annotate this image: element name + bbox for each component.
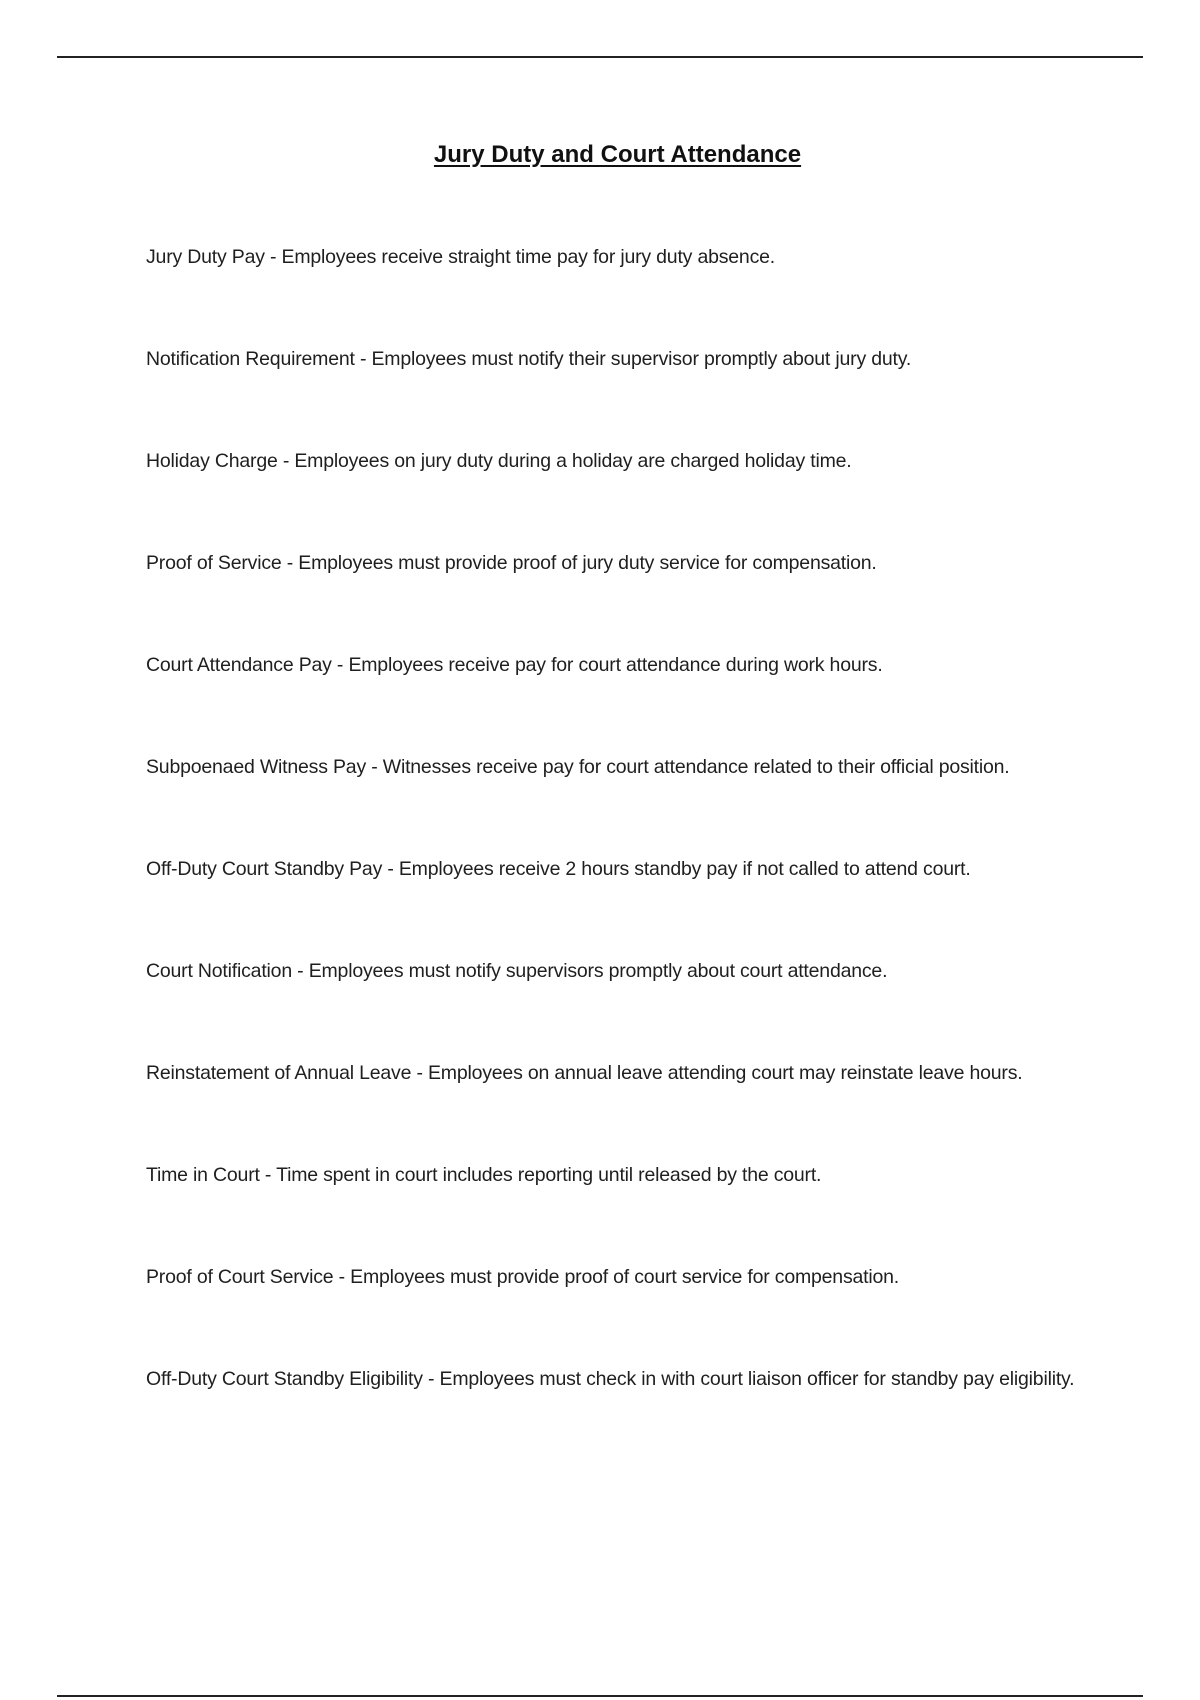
list-item: [146, 549, 1086, 578]
item-text: Employees receive 2 hours standby pay if not called to attend court.: [398, 858, 971, 880]
list-item: [146, 1365, 1086, 1394]
list-item: [146, 345, 1086, 374]
item-text: Employees must notify their supervisor promptly about jury duty.: [371, 348, 912, 370]
item-text: Employees must check in with court liaison officer for standby pay eligibility.: [439, 1368, 1075, 1390]
list-item: [146, 447, 1086, 476]
item-term: Proof of Service: [146, 552, 282, 574]
item-term: Off-Duty Court Standby Pay: [146, 858, 383, 880]
item-term: Court Attendance Pay: [146, 654, 332, 676]
item-text: Witnesses receive pay for court attendance related to their official position.: [382, 756, 1010, 778]
list-item: [146, 1161, 1086, 1190]
item-term: Notification Requirement: [146, 348, 355, 370]
item-text: Employees must notify supervisors promptly about court attendance.: [308, 960, 888, 982]
item-term: Holiday Charge: [146, 450, 278, 472]
list-item: [146, 243, 1086, 272]
item-term: Off-Duty Court Standby Eligibility: [146, 1368, 423, 1390]
item-term: Subpoenaed Witness Pay: [146, 756, 366, 778]
item-text: Employees receive straight time pay for jury duty absence.: [281, 246, 775, 268]
top-rule: [57, 56, 1143, 58]
item-term: Court Notification: [146, 960, 292, 982]
item-term: Reinstatement of Annual Leave: [146, 1062, 412, 1084]
bottom-rule: [57, 1695, 1143, 1697]
list-item: [146, 1263, 1086, 1292]
list-item: [146, 651, 1086, 680]
item-term: Jury Duty Pay: [146, 246, 265, 268]
item-text: Time spent in court includes reporting until released by the court.: [276, 1164, 822, 1186]
item-term: Proof of Court Service: [146, 1266, 334, 1288]
list-item: [146, 855, 1086, 884]
policy-list: [146, 243, 1086, 1467]
item-text: Employees must provide proof of jury duty service for compensation.: [298, 552, 877, 574]
item-text: Employees must provide proof of court service for compensation.: [350, 1266, 899, 1288]
item-text: Employees receive pay for court attendance during work hours.: [348, 654, 883, 676]
list-item: [146, 1059, 1086, 1088]
item-text: Employees on jury duty during a holiday are charged holiday time.: [294, 450, 852, 472]
page-title: Jury Duty and Court Attendance: [433, 141, 802, 168]
item-term: Time in Court: [146, 1164, 260, 1186]
list-item: [146, 753, 1086, 782]
list-item: [146, 957, 1086, 986]
item-text: Employees on annual leave attending court may reinstate leave hours.: [427, 1062, 1023, 1084]
